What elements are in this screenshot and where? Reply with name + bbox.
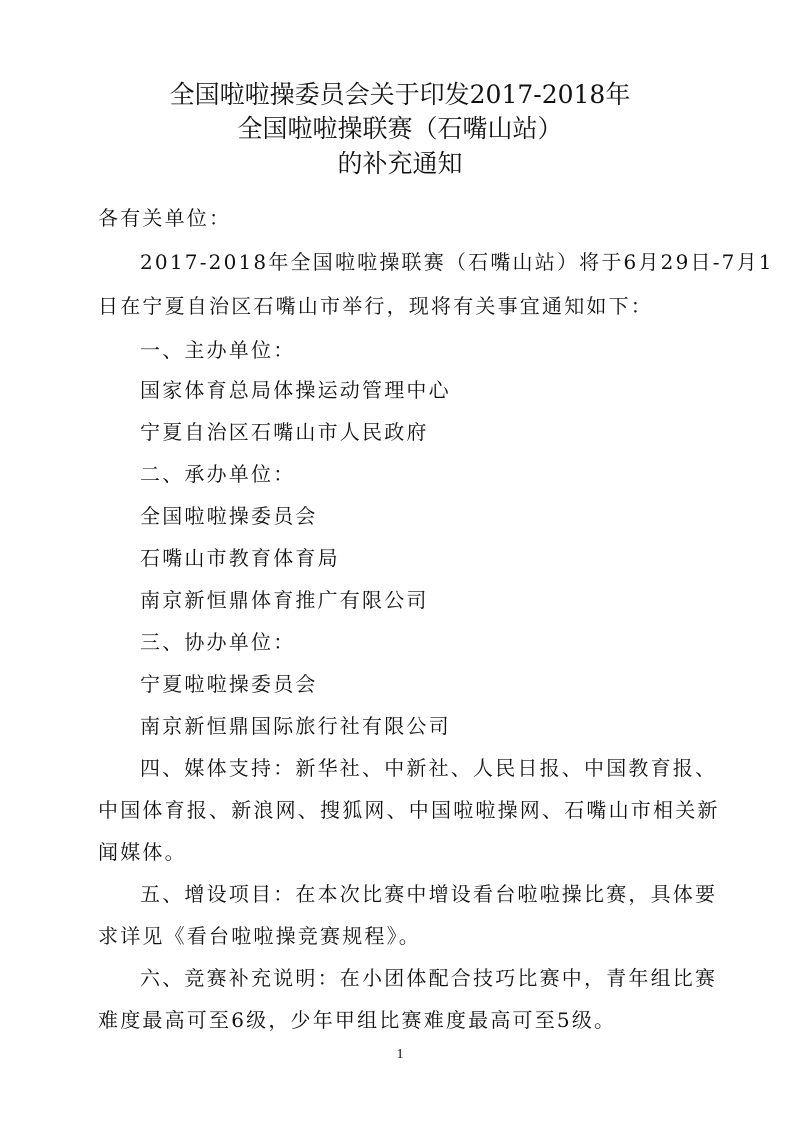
section-1-item: 宁夏自治区石嘴山市人民政府	[140, 420, 429, 444]
document-title-line-1: 全国啦啦操委员会关于印发2017-2018年	[169, 80, 631, 109]
salutation: 各有关单位：	[98, 206, 232, 230]
section-5-line-2: 求详见《看台啦啦操竞赛规程》。	[98, 924, 421, 948]
section-2-item: 全国啦啦操委员会	[140, 504, 318, 528]
section-3-heading: 三、协办单位：	[140, 630, 296, 654]
section-4-line-2: 中国体育报、新浪网、搜狐网、中国啦啦操网、石嘴山市相关新	[98, 798, 720, 822]
intro-paragraph-line-1: 2017-2018年全国啦啦操联赛（石嘴山站）将于6月29日-7月1	[140, 250, 774, 274]
section-1-item: 国家体育总局体操运动管理中心	[140, 378, 451, 402]
document-title-line-2: 全国啦啦操联赛（石嘴山站）	[237, 114, 563, 143]
section-3-item: 南京新恒鼎国际旅行社有限公司	[140, 714, 451, 738]
section-3-item: 宁夏啦啦操委员会	[140, 672, 318, 696]
page-number: 1	[396, 1047, 404, 1062]
section-2-item: 南京新恒鼎体育推广有限公司	[140, 588, 429, 612]
section-2-item: 石嘴山市教育体育局	[140, 546, 340, 570]
section-1-heading: 一、主办单位：	[140, 338, 296, 362]
intro-paragraph-line-2: 日在宁夏自治区石嘴山市举行，现将有关事宜通知如下：	[98, 294, 653, 318]
section-6-line-2: 难度最高可至6级，少年甲组比赛难度最高可至5级。	[98, 1008, 617, 1032]
section-2-heading: 二、承办单位：	[140, 462, 296, 486]
section-4-line-3: 闻媒体。	[98, 840, 187, 864]
section-6-line-1: 六、竞赛补充说明：在小团体配合技巧比赛中，青年组比赛	[140, 966, 718, 990]
document-title-line-3: 的补充通知	[337, 149, 463, 178]
section-5-line-1: 五、增设项目：在本次比赛中增设看台啦啦操比赛，具体要	[140, 882, 718, 906]
section-4-line-1: 四、媒体支持：新华社、中新社、人民日报、中国教育报、	[140, 756, 718, 780]
